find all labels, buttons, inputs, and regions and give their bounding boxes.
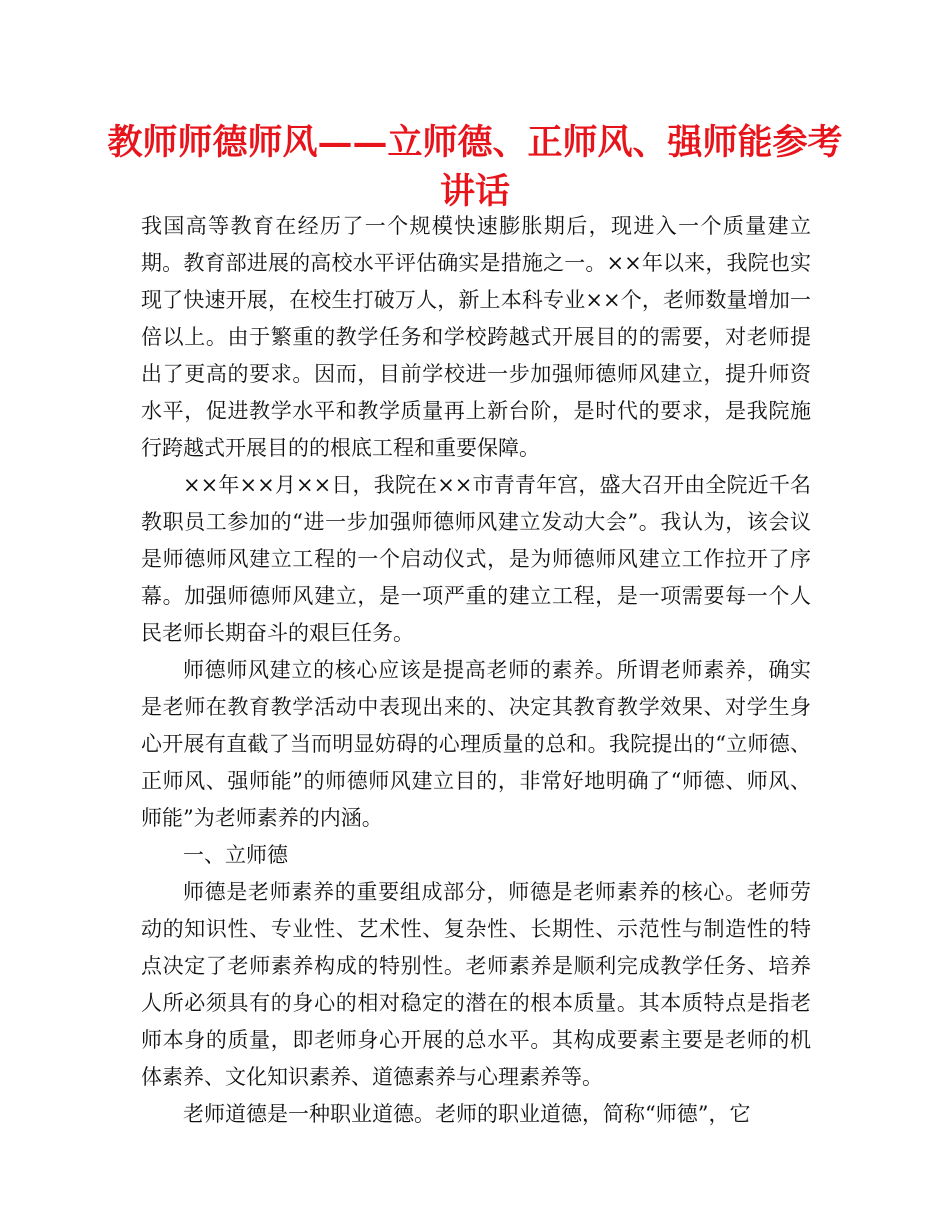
- paragraph: ××年××月××日，我院在××市青青年宫，盛大召开由全院近千名教职员工参加的“进一步加强师德师风建立发动大会”。我认为，该会议是师德师风建立工程的一个启动仪式，是为师德师风建立工作拉开了序幕。加强师德师风建立，是一项严重的建立工程，是一项需要每一个人民老师长期奋斗的艰巨任务。: [141, 473, 811, 645]
- document-body: [141, 208, 811, 1133]
- section-heading: 一、立师德: [183, 843, 288, 867]
- document-title: 教师师德师风——立师德、正师风、强师能参考讲话: [107, 122, 843, 212]
- paragraph: 我国高等教育在经历了一个规模快速膨胀期后，现进入一个质量建立期。教育部进展的高校水平评估确实是措施之一。××年以来，我院也实现了快速开展，在校生打破万人，新上本科专业××个，老师数量增加一倍以上。由于繁重的教学任务和学校跨越式开展目的的需要，对老师提出了更高的要求。因而，目前学校进一步加强师德师风建立，提升师资水平，促进教学水平和教学质量再上新台阶，是时代的要求，是我院施行跨越式开展目的的根底工程和重要保障。: [141, 214, 811, 460]
- paragraph: 师德师风建立的核心应该是提高老师的素养。所谓老师素养，确实是老师在教育教学活动中表现出来的、决定其教育教学效果、对学生身心开展有直截了当而明显妨碍的心理质量的总和。我院提出的“立师德、正师风、强师能”的师德师风建立目的，非常好地明确了“师德、师风、师能”为老师素养的内涵。: [141, 658, 811, 830]
- paragraph: 老师道德是一种职业道德。老师的职业道德，简称“师德”，它: [183, 1102, 751, 1126]
- paragraph: 师德是老师素养的重要组成部分，师德是老师素养的核心。老师劳动的知识性、专业性、艺术性、复杂性、长期性、示范性与制造性的特点决定了老师素养构成的特别性。老师素养是顺利完成教学任务、培养人所必须具有的身心的相对稳定的潜在的根本质量。其本质特点是指老师本身的质量，即老师身心开展的总水平。其构成要素主要是老师的机体素养、文化知识素养、道德素养与心理素养等。: [141, 880, 811, 1089]
